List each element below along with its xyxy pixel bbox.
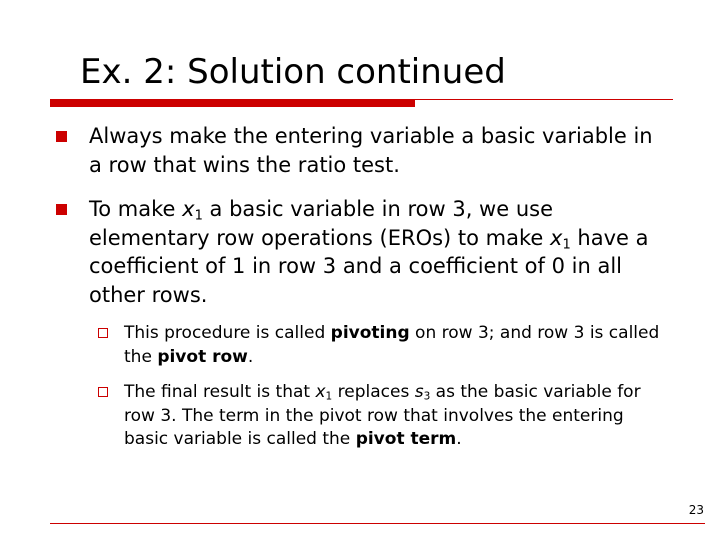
title-underline-thick: [50, 99, 415, 107]
sub-bullet-text: The final result is that $x_1$ replaces $s_3$ as the basic variable for row 3. The term in the pivot row that involves the entering basic variable is called the pivot term.: [124, 382, 641, 449]
math-subscript: 1: [562, 236, 571, 252]
sub-bullet-item: [98, 381, 663, 452]
bold-term: pivot row: [157, 346, 248, 367]
math-subscript: 1: [194, 208, 203, 224]
sub-bullet-text: This procedure is called pivoting on row 3; and row 3 is called the pivot row.: [124, 323, 660, 367]
square-bullet-icon: [56, 204, 67, 215]
bullet-item: [56, 195, 656, 309]
sub-bullet-item: [98, 322, 663, 369]
footer-rule: [50, 523, 705, 524]
hollow-square-bullet-icon: [98, 328, 108, 338]
math-variable: s: [414, 382, 424, 402]
math-variable: x: [315, 382, 326, 402]
hollow-square-bullet-icon: [98, 387, 108, 397]
slide-title: Ex. 2: Solution continued: [80, 52, 506, 92]
bold-term: pivot term: [355, 429, 457, 449]
math-subscript: 3: [423, 390, 431, 403]
bold-term: pivoting: [330, 323, 410, 343]
bullet-item: [56, 122, 656, 179]
square-bullet-icon: [56, 131, 67, 142]
math-variable: x: [182, 197, 195, 221]
page-number: 23: [688, 503, 704, 517]
title-underline-thin: [415, 99, 673, 100]
math-subscript: 1: [325, 390, 333, 403]
bullet-text: Always make the entering variable a basic variable in a row that wins the ratio test.: [89, 124, 653, 177]
bullet-text: To make $x_1$ a basic variable in row 3, we use elementary row operations (EROs) to make $x_1$ have a coefficient of 1 in row 3 and a coefficient of 0 in all other rows.: [89, 197, 649, 307]
math-variable: x: [550, 225, 563, 250]
